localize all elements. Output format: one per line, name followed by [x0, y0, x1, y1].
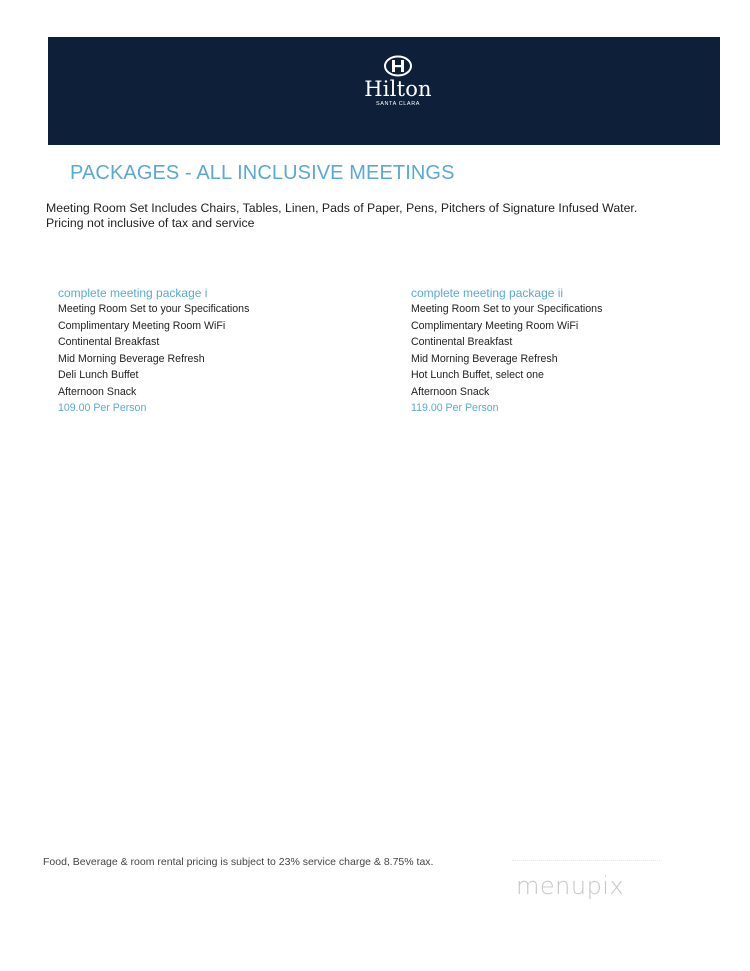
package-item: Continental Breakfast [411, 336, 513, 348]
hilton-emblem-icon [383, 55, 413, 77]
menupix-watermark: menupix [516, 872, 625, 900]
intro-line-2: Pricing not inclusive of tax and service [46, 216, 255, 230]
intro-text [46, 201, 706, 231]
package-title: complete meeting package ii [411, 286, 564, 300]
package-item: Hot Lunch Buffet, select one [411, 369, 544, 381]
package-i [58, 285, 358, 417]
package-item: Meeting Room Set to your Specifications [411, 303, 603, 315]
package-item: Complimentary Meeting Room WiFi [411, 319, 579, 332]
page-title: PACKAGES - ALL INCLUSIVE MEETINGS [70, 162, 455, 184]
package-price: 119.00 Per Person [411, 402, 499, 414]
package-item: Afternoon Snack [411, 385, 490, 398]
package-title: complete meeting package i [58, 286, 208, 300]
package-item: Meeting Room Set to your Specifications [58, 303, 250, 315]
package-item: Mid Morning Beverage Refresh [411, 352, 558, 365]
logo-subtitle: SANTA CLARA [375, 101, 421, 107]
package-price: 109.00 Per Person [58, 402, 147, 414]
logo-wordmark: Hilton [364, 77, 432, 101]
package-ii [411, 285, 711, 417]
watermark-divider [512, 860, 662, 862]
package-item: Complimentary Meeting Room WiFi [58, 319, 226, 332]
hilton-logo [348, 55, 448, 135]
package-item: Mid Morning Beverage Refresh [58, 352, 205, 365]
header-banner [48, 37, 720, 145]
intro-line-1: Meeting Room Set Includes Chairs, Tables, Linen, Pads of Paper, Pens, Pitchers of Signature Infused Water. [46, 201, 638, 215]
package-item: Deli Lunch Buffet [58, 369, 139, 381]
package-item: Continental Breakfast [58, 336, 160, 348]
package-item: Afternoon Snack [58, 385, 137, 398]
footer-note: Food, Beverage & room rental pricing is subject to 23% service charge & 8.75% tax. [43, 856, 434, 868]
